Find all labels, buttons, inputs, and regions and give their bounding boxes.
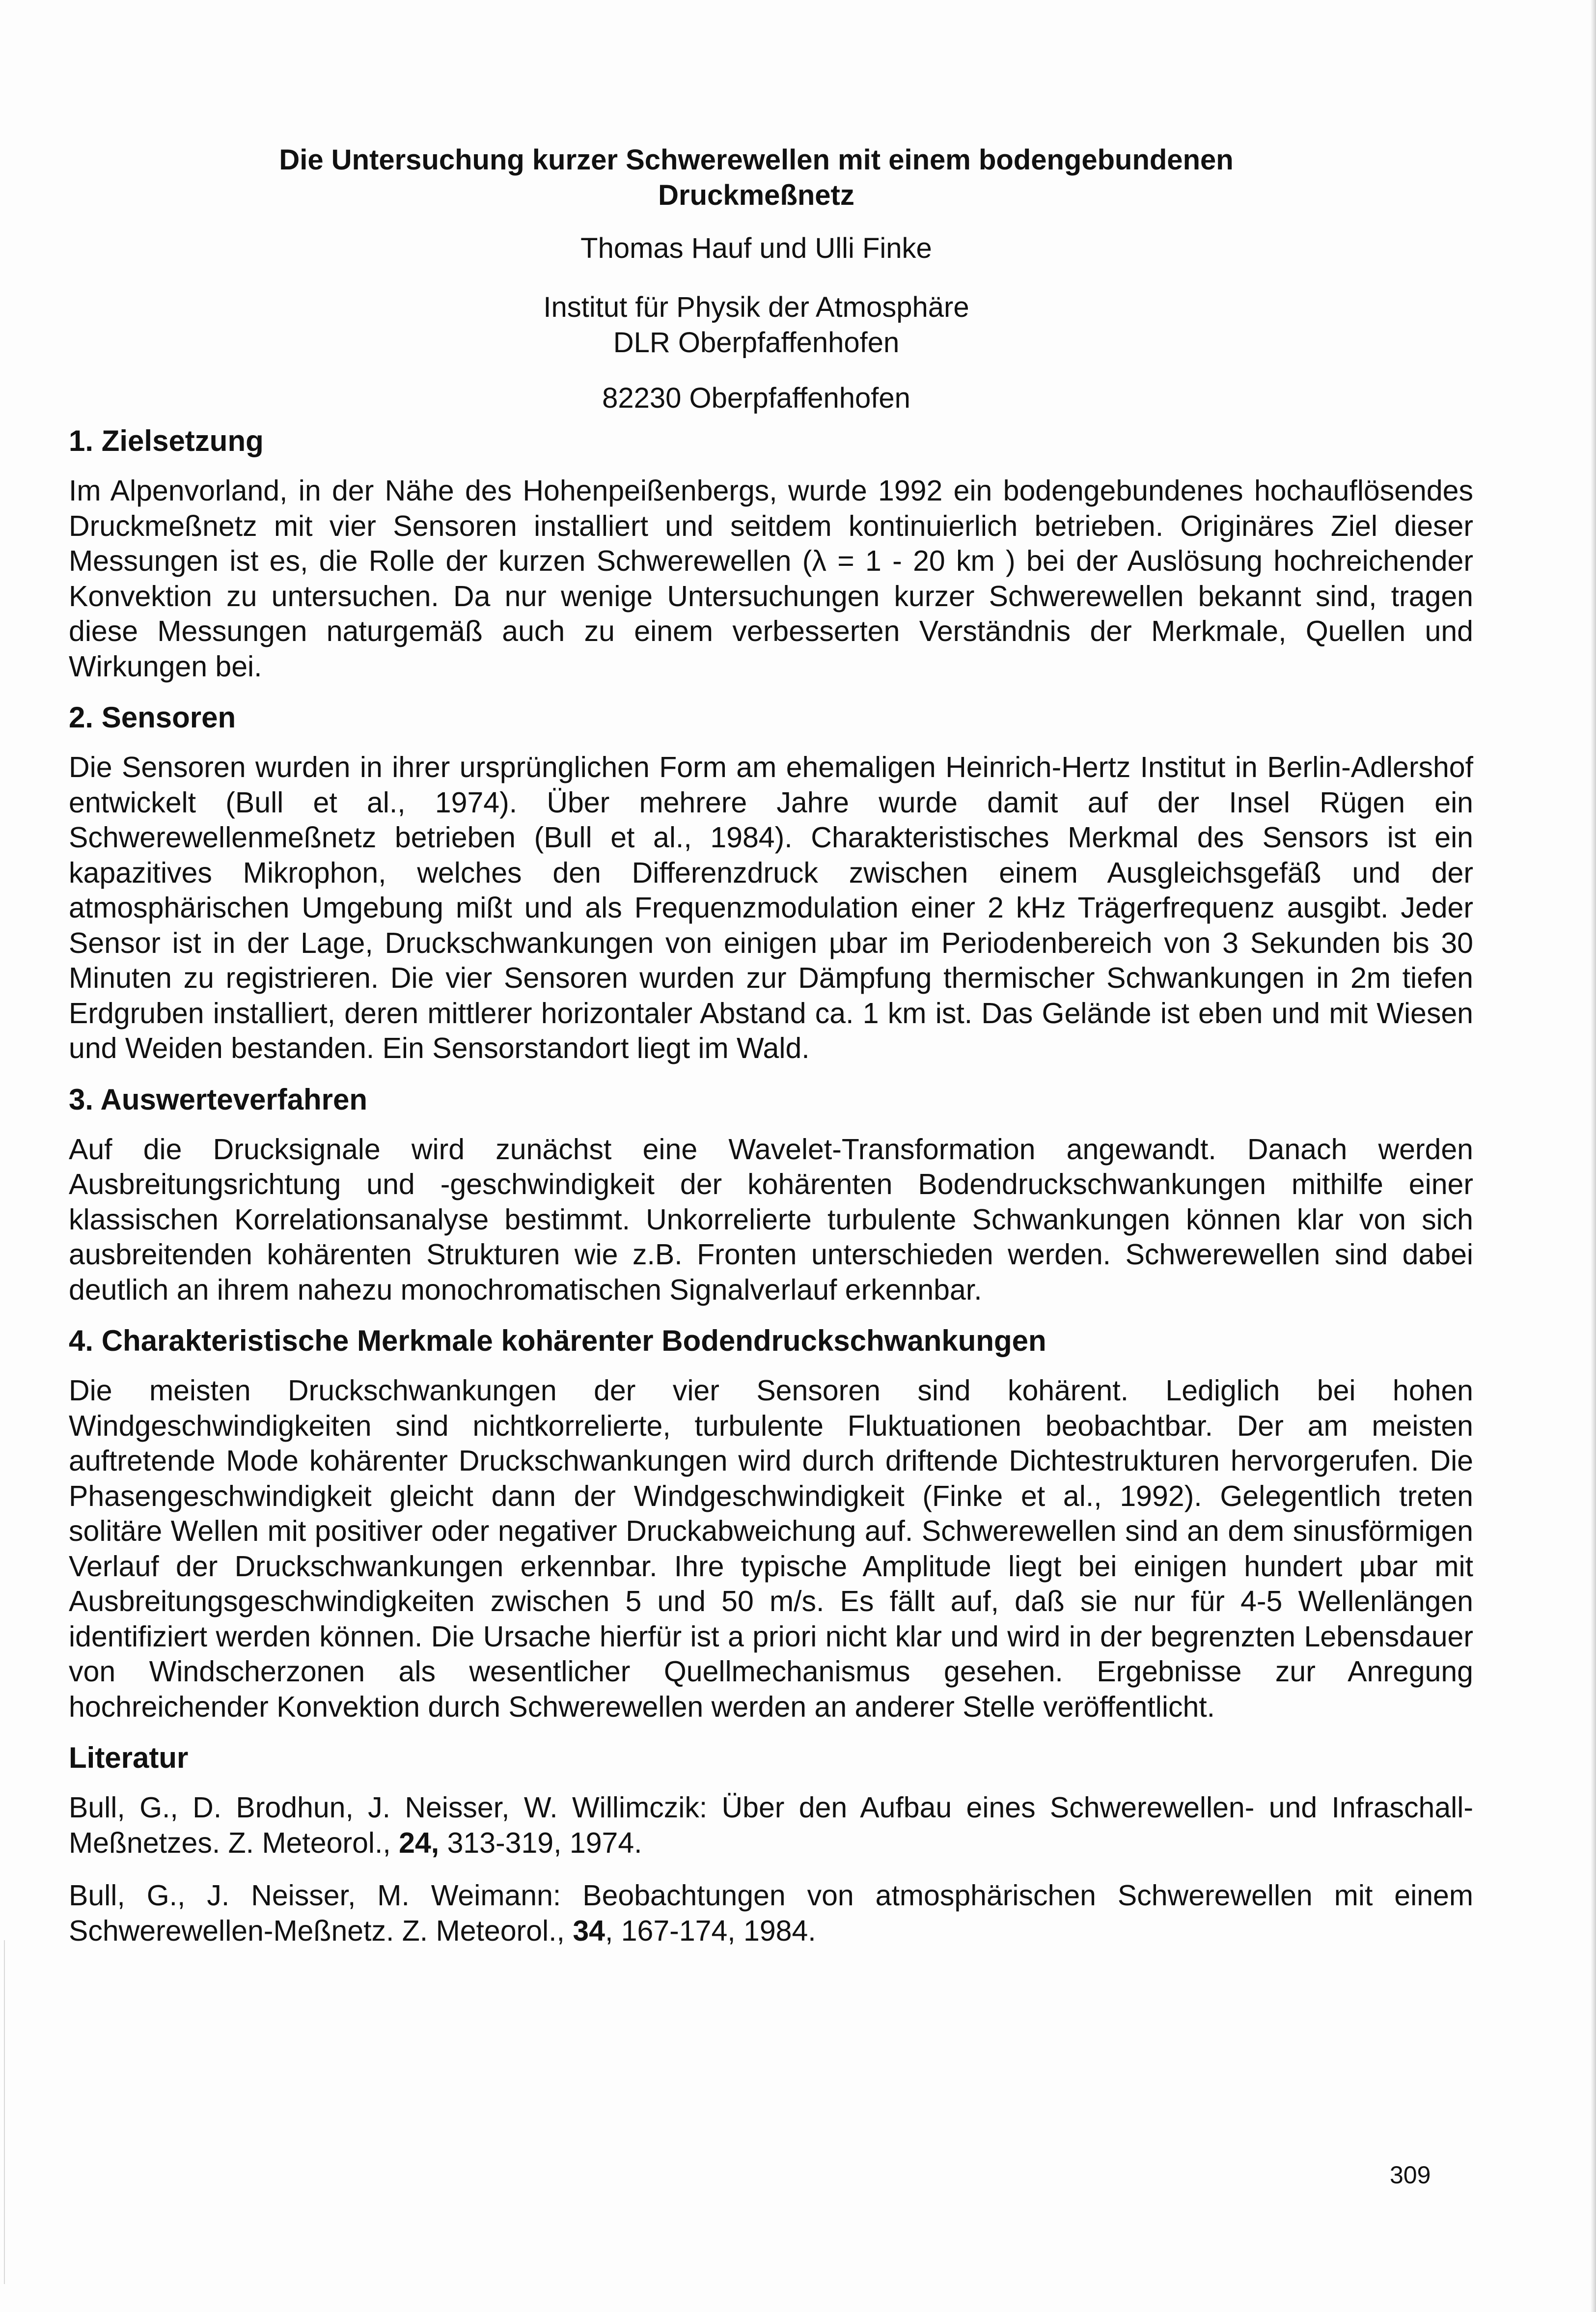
section-paragraph: Im Alpenvorland, in der Nähe des Hohenpeißenbergs, wurde 1992 ein bodengebundenes hochauflösendes Druckmeßnetz mit vier Sensoren installiert und seitdem kontinuierlich betrieben. Originäres Ziel dieser Messungen ist es, die Rolle der kurzen Schwerewellen (λ = 1 - 20 km ) bei der Auslösung hochreichender Konvektion zu untersuchen. Da nur wenige Untersuchungen kurzer Schwerewellen bekannt sind, tragen diese Messungen naturgemäß auch zu einem verbesserten Verständnis der Merkmale, Quellen und Wirkungen bei. [69,474,1473,683]
section-heading: 1. Zielsetzung [69,424,264,457]
affiliation-line-institute: Institut für Physik der Atmosphäre [543,291,969,323]
postal-address: 82230 Oberpfaffenhofen [602,382,910,414]
section-paragraph: Die Sensoren wurden in ihrer ursprünglichen Form am ehemaligen Heinrich-Hertz Institut in Berlin-Adlershof entwickelt (Bull et al., 1974). Über mehrere Jahre wurde damit auf der Insel Rügen ein Schwerewellenmeßnetz betrieben (Bull et al., 1984). Charakteristisches Merkmal des Sensors ist ein kapazitives Mikrophon, welches den Differenzdruck zwischen einem Ausgleichsgefäß und der atmosphärischen Umgebung mißt und als Frequenzmodulation einer 2 kHz Trägerfrequenz ausgibt. Jeder Sensor ist in der Lage, Druckschwankungen von einigen µbar im Periodenbereich von 3 Sekunden bis 30 Minuten zu registrieren. Die vier Sensoren wurden zur Dämpfung thermischer Schwankungen in 2m tiefen Erdgruben installiert, deren mittlerer horizontaler Abstand ca. 1 km ist. Das Gelände ist eben und mit Wiesen und Weiden bestanden. Ein Sensorstandort liegt im Wald. [69,751,1473,1064]
section-zielsetzung [69,422,1473,684]
section-auswerteverfahren [69,1081,1473,1308]
reference-pages: 313-319, 1974. [439,1826,642,1859]
page-number: 309 [1390,2161,1431,2189]
scan-margin-line [4,1940,5,2284]
section-heading: 4. Charakteristische Merkmale kohärenter Bodendruckschwankungen [69,1324,1046,1357]
section-literatur [69,1739,1473,1949]
reference-entry [69,1790,1473,1861]
reference-volume: 34 [573,1914,605,1947]
section-heading: 3. Auswerteverfahren [69,1083,368,1116]
affiliation-line-dlr: DLR Oberpfaffenhofen [613,327,900,359]
section-sensoren [69,699,1473,1066]
scan-edge-shadow [1590,0,1596,2312]
section-heading: 2. Sensoren [69,701,236,734]
reference-pages: , 167-174, 1984. [605,1914,816,1947]
paper-title: Die Untersuchung kurzer Schwerewellen mit einem bodengebundenen Druckmeßnetz [279,144,1234,211]
reference-entry [69,1878,1473,1949]
reference-volume: 24, [399,1826,440,1859]
paper-authors: Thomas Hauf und Ulli Finke [580,232,932,264]
literature-heading: Literatur [69,1741,189,1774]
section-paragraph: Auf die Drucksignale wird zunächst eine Wavelet-Transformation angewandt. Danach werden Ausbreitungsrichtung und -geschwindigkeit der kohärenten Bodendruckschwankungen mithilfe einer klassischen Korrelationsanalyse bestimmt. Unkorrelierte turbulente Schwankungen können klar von sich ausbreitenden kohärenten Strukturen wie z.B. Fronten unterschieden werden. Schwerewellen sind dabei deutlich an ihrem nahezu monochromatischen Signalverlauf erkennbar. [69,1133,1473,1306]
section-paragraph: Die meisten Druckschwankungen der vier Sensoren sind kohärent. Lediglich bei hohen Windgeschwindigkeiten sind nichtkorrelierte, turbulente Fluktuationen beobachtbar. Der am meisten auftretende Mode kohärenter Druckschwankungen wird durch driftende Dichtestrukturen hervorgerufen. Die Phasengeschwindigkeit gleicht dann der Windgeschwindigkeit (Finke et al., 1992). Gelegentlich treten solitäre Wellen mit positiver oder negativer Druckabweichung auf. Schwerewellen sind an dem sinusförmigen Verlauf der Druckschwankungen erkennbar. Ihre typische Amplitude liegt bei einigen hundert µbar mit Ausbreitungsgeschwindigkeiten zwischen 5 und 50 m/s. Es fällt auf, daß sie nur für 4-5 Wellenlängen identifiziert werden können. Die Ursache hierfür ist a priori nicht klar und wird in der begrenzten Lebensdauer von Windscherzonen als wesentlicher Quellmechanismus gesehen. Ergebnisse zur Anregung hochreichender Konvektion durch Schwerewellen werden an anderer Stelle veröffentlicht. [69,1374,1473,1723]
reference-text: Bull, G., D. Brodhun, J. Neisser, W. Willimczik: Über den Aufbau eines Schwerewellen- und Infraschall-Meßnetzes. Z. Meteorol., [69,1791,1473,1859]
reference-text: Bull, G., J. Neisser, M. Weimann: Beobachtungen von atmosphärischen Schwerewellen mit einem Schwerewellen-Meßnetz. Z. Meteorol., [69,1879,1473,1947]
paper-body [69,422,1473,1966]
section-merkmale [69,1322,1473,1725]
paper-affiliation [226,290,1287,361]
